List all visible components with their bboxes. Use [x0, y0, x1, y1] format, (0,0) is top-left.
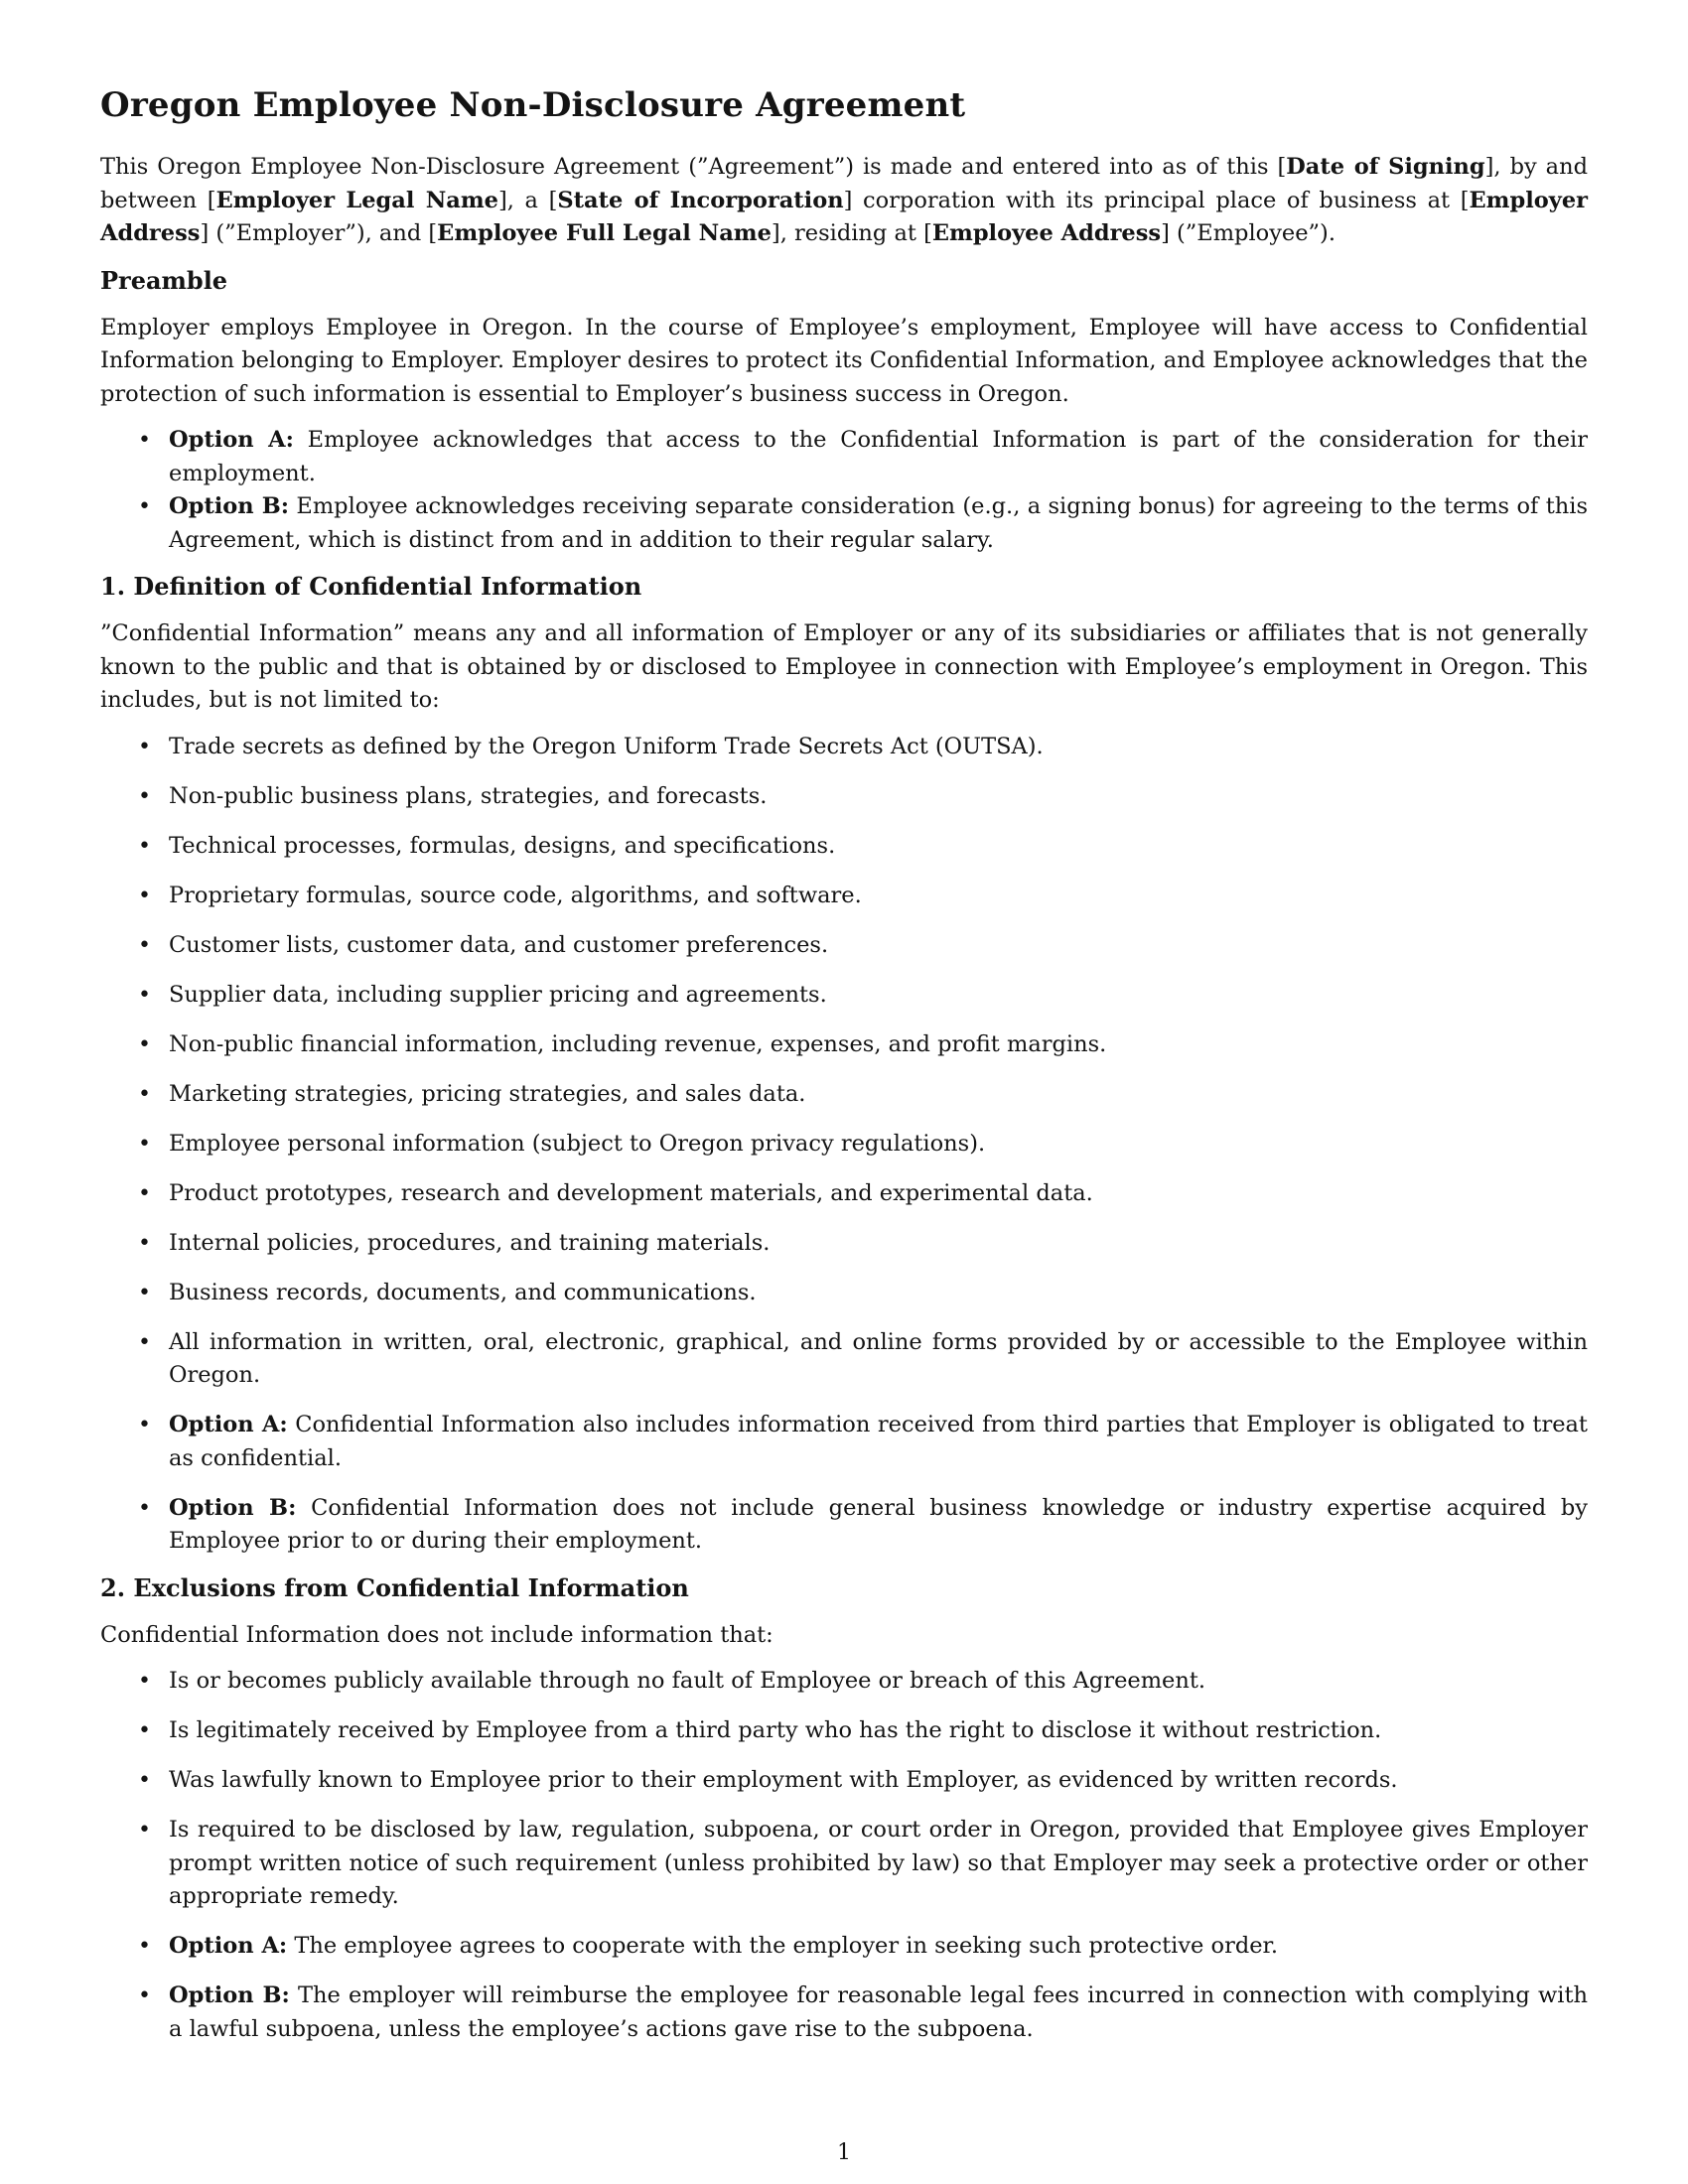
list-item: • Is required to be disclosed by law, regulation, subpoena, or court order in Oregon, provided that Employee gives Employer prompt written notice of such requirement (unless prohibited by law) so that Employer may seek a protective order or other appropriate remedy. — [100, 1814, 1588, 1914]
intro-text: This Oregon Employee Non-Disclosure Agreement (”Agreement”) is made and entered into as of this [ — [100, 154, 1287, 180]
placeholder-employer-address: Employer Address — [100, 187, 1588, 246]
list-item: • Was lawfully known to Employee prior to their employment with Employer, as evidenced by written records. — [100, 1764, 1588, 1798]
option-text: The employee agrees to cooperate with the employer in seeking such protective order. — [287, 1933, 1278, 1959]
option-label: Option B: — [169, 1494, 297, 1521]
list-item — [100, 490, 1588, 557]
list-item: • Trade secrets as defined by the Oregon Uniform Trade Secrets Act (OUTSA). — [100, 731, 1588, 764]
list-item: • Business records, documents, and communications. — [100, 1277, 1588, 1310]
option-text: Confidential Information does not include general business knowledge or industry expertise acquired by Employee prior to or during their employment. — [169, 1494, 1588, 1554]
list-item — [100, 1409, 1588, 1475]
option-text: Employee acknowledges receiving separate consideration (e.g., a signing bonus) for agreeing to the terms of this Agreement, which is distinct from and in addition to their regular salary. — [169, 493, 1589, 553]
intro-paragraph — [100, 151, 1588, 251]
option-label: Option B: — [169, 493, 290, 519]
list-item: • Proprietary formulas, source code, algorithms, and software. — [100, 880, 1588, 913]
list-item: • Internal policies, procedures, and training materials. — [100, 1227, 1588, 1261]
option-text: Confidential Information also includes information received from third parties that Employer is obligated to treat as confidential. — [169, 1412, 1588, 1471]
page-number: 1 — [837, 2140, 851, 2165]
list-item: • Customer lists, customer data, and customer preferences. — [100, 929, 1588, 963]
list-item: • Non-public business plans, strategies, and forecasts. — [100, 780, 1588, 814]
list-item — [100, 1930, 1588, 1964]
list-item: • Is or becomes publicly available through no fault of Employee or breach of this Agreement. — [100, 1665, 1588, 1699]
list-item: • Non-public financial information, including revenue, expenses, and profit margins. — [100, 1028, 1588, 1062]
option-label: Option A: — [169, 1933, 288, 1959]
option-text: The employer will reimburse the employee for reasonable legal fees incurred in connection with complying with a lawful subpoena, unless the employee’s actions gave rise to the subpoena. — [169, 1982, 1588, 2042]
intro-text: ] corporation with its principal place of business at [ — [843, 187, 1470, 213]
list-item: • Employee personal information (subject to Oregon privacy regulations). — [100, 1128, 1588, 1161]
preamble-text: Employer employs Employee in Oregon. In the course of Employee’s employment, Employee will have access to Confidential Information belonging to Employer. Employer desires to protect its Confidential Information, and Employee acknowledges that the protection of such information is essential to Employer’s business success in Oregon. — [100, 314, 1588, 407]
option-label: Option A: — [169, 427, 294, 453]
placeholder-employee-address: Employee Address — [931, 220, 1162, 246]
placeholder-employer-name: Employer Legal Name — [215, 187, 498, 213]
option-label: Option A: — [169, 1412, 288, 1437]
list-item — [100, 1979, 1588, 2046]
list-item: • Is legitimately received by Employee from a third party who has the right to disclose it without restriction. — [100, 1714, 1588, 1748]
intro-text: ], a [ — [497, 187, 558, 213]
placeholder-state: State of Incorporation — [557, 187, 844, 213]
section-2-text: Confidential Information does not include information that: — [100, 1621, 774, 1648]
intro-text: ] (”Employee”). — [1161, 220, 1336, 246]
list-item: • Marketing strategies, pricing strategies, and sales data. — [100, 1078, 1588, 1112]
document-title: Oregon Employee Non-Disclosure Agreement — [100, 85, 966, 125]
preamble-heading: Preamble — [100, 265, 228, 295]
option-text: Employee acknowledges that access to the Confidential Information is part of the consideration for their employment. — [169, 427, 1588, 486]
preamble-options — [100, 424, 1588, 557]
list-item: • Supplier data, including supplier pricing and agreements. — [100, 979, 1588, 1013]
section-1-list — [100, 731, 1588, 1559]
list-item — [100, 424, 1588, 490]
intro-text: ], by and between [ — [100, 154, 1588, 213]
option-label: Option B: — [169, 1982, 290, 2008]
placeholder-employee-name: Employee Full Legal Name — [437, 220, 772, 246]
document-page — [100, 83, 1588, 2059]
list-item: • Technical processes, formulas, designs, and specifications. — [100, 830, 1588, 864]
section-1-text: ”Confidential Information” means any and all information of Employer or any of its subsidiaries or affiliates that is not generally known to the public and that is obtained by or disclosed to Employee in connection with Employee’s employment in Oregon. This includes, but is not limited to: — [100, 620, 1588, 713]
intro-text: ] (”Employer”), and [ — [200, 220, 438, 246]
section-2-heading: 2. Exclusions from Confidential Information — [100, 1572, 689, 1602]
list-item: • All information in written, oral, electronic, graphical, and online forms provided by or accessible to the Employee within Oregon. — [100, 1326, 1588, 1393]
placeholder-date: Date of Signing — [1286, 154, 1485, 180]
list-item: • Product prototypes, research and development materials, and experimental data. — [100, 1177, 1588, 1211]
intro-text: ], residing at [ — [771, 220, 932, 246]
section-1-heading: 1. Definition of Confidential Information — [100, 572, 642, 601]
section-2-list — [100, 1665, 1588, 2046]
list-item — [100, 1492, 1588, 1559]
